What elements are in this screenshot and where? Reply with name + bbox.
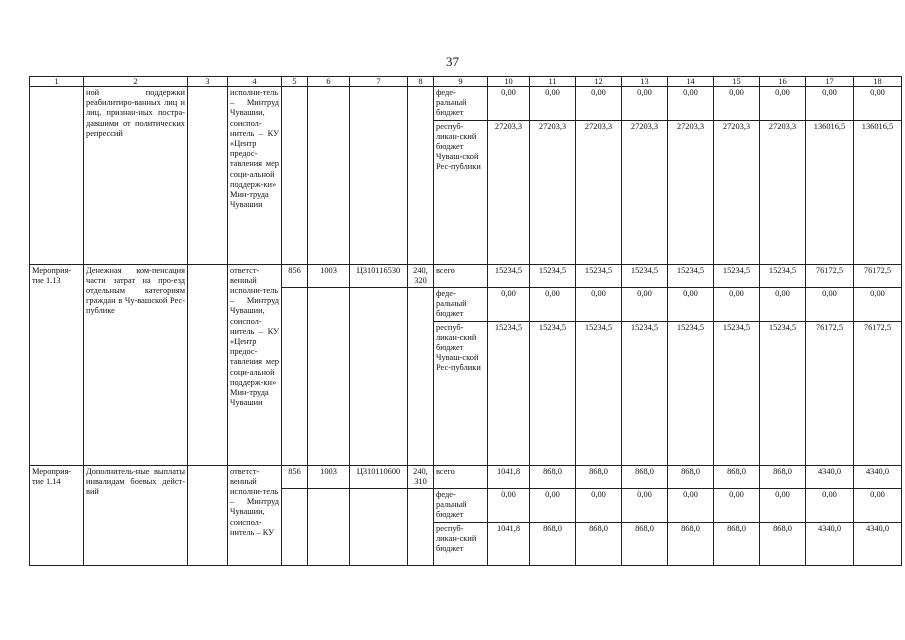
value-cell: 27203,3 <box>714 120 760 264</box>
header-cell: 3 <box>188 77 228 87</box>
section-cell <box>308 489 350 566</box>
value-cell: 15234,5 <box>622 321 668 465</box>
value-cell: 868,0 <box>760 522 806 565</box>
value-cell: 27203,3 <box>760 120 806 264</box>
value-cell: 0,00 <box>576 87 622 121</box>
value-cell: 15234,5 <box>714 264 760 287</box>
value-cell: 0,00 <box>760 489 806 523</box>
section-cell <box>308 288 350 466</box>
value-cell: 76172,5 <box>806 264 854 287</box>
executor-cell: ответст-венный исполни-тель – Минтруд Чувашии, соиспол-нитель – КУ <box>228 465 282 565</box>
expense-type-cell <box>408 288 434 466</box>
budget-table <box>29 76 902 566</box>
target-article-cell: Ц310110600 <box>350 465 408 488</box>
value-cell: 0,00 <box>806 489 854 523</box>
value-cell: 0,00 <box>530 489 576 523</box>
value-cell: 0,00 <box>488 489 530 523</box>
funding-source-cell: феде-ральный бюджет <box>434 489 488 523</box>
grbs-cell <box>282 87 308 265</box>
value-cell: 27203,3 <box>622 120 668 264</box>
value-cell: 0,00 <box>668 288 714 322</box>
executor-cell: ответст-венный исполни-тель – Минтруд Чувашии, соиспол-нитель – КУ «Центр предос-тавления мер соци-альной поддерж-ки» Мин-труда Чувашии <box>228 264 282 465</box>
header-cell: 16 <box>760 77 806 87</box>
header-cell: 8 <box>408 77 434 87</box>
header-cell: 17 <box>806 77 854 87</box>
value-cell: 15234,5 <box>622 264 668 287</box>
value-cell: 868,0 <box>576 465 622 488</box>
value-cell: 4340,0 <box>806 465 854 488</box>
expense-type-cell: 240, 310 <box>408 465 434 488</box>
value-cell: 27203,3 <box>668 120 714 264</box>
event-name-cell: Денежная ком-пенсация части затрат на про-езд отдельным категориям граждан в Чу-вашской Рес-публике <box>84 264 188 465</box>
value-cell: 76172,5 <box>854 264 902 287</box>
table-row <box>30 465 902 488</box>
executor-cell: исполни-тель – Минтруд Чувашии, соиспол-нитель – КУ «Центр предос-тавления мер соци-альной поддерж-ки» Мин-труда Чувашии <box>228 87 282 265</box>
header-cell: 2 <box>84 77 188 87</box>
header-cell: 11 <box>530 77 576 87</box>
value-cell: 868,0 <box>668 465 714 488</box>
value-cell: 0,00 <box>622 87 668 121</box>
status-cell <box>188 87 228 265</box>
value-cell: 4340,0 <box>854 465 902 488</box>
event-code-cell: Мероприя-тие 1.13 <box>30 264 84 465</box>
value-cell: 27203,3 <box>530 120 576 264</box>
value-cell: 136016,5 <box>806 120 854 264</box>
value-cell: 868,0 <box>530 465 576 488</box>
value-cell: 0,00 <box>714 288 760 322</box>
header-cell: 15 <box>714 77 760 87</box>
header-cell: 9 <box>434 77 488 87</box>
funding-source-cell: респуб-ликан-ский бюджет Чуваш-ской Рес-публики <box>434 120 488 264</box>
value-cell: 15234,5 <box>760 264 806 287</box>
expense-type-cell <box>408 87 434 265</box>
event-name-cell: ной поддержки реабилитиро-ванных лиц и лиц, признан-ных постра-давшими от политических репрессий <box>84 87 188 265</box>
value-cell: 15234,5 <box>530 321 576 465</box>
value-cell: 868,0 <box>714 522 760 565</box>
funding-source-cell: феде-ральный бюджет <box>434 288 488 322</box>
funding-source-cell: всего <box>434 264 488 287</box>
value-cell: 0,00 <box>530 87 576 121</box>
value-cell: 76172,5 <box>854 321 902 465</box>
value-cell: 4340,0 <box>806 522 854 565</box>
header-cell: 12 <box>576 77 622 87</box>
value-cell: 0,00 <box>760 288 806 322</box>
event-code-cell: Мероприя-тие 1.14 <box>30 465 84 565</box>
value-cell: 868,0 <box>714 465 760 488</box>
value-cell: 15234,5 <box>530 264 576 287</box>
header-cell: 1 <box>30 77 84 87</box>
table-row <box>30 264 902 287</box>
value-cell: 0,00 <box>806 87 854 121</box>
value-cell: 0,00 <box>488 288 530 322</box>
value-cell: 76172,5 <box>806 321 854 465</box>
header-cell: 14 <box>668 77 714 87</box>
value-cell: 868,0 <box>622 522 668 565</box>
value-cell: 0,00 <box>806 288 854 322</box>
target-article-cell <box>350 288 408 466</box>
page-number: 37 <box>446 54 459 69</box>
value-cell: 4340,0 <box>854 522 902 565</box>
value-cell: 868,0 <box>530 522 576 565</box>
target-article-cell <box>350 87 408 265</box>
value-cell: 15234,5 <box>488 264 530 287</box>
header-cell: 10 <box>488 77 530 87</box>
section-cell: 1003 <box>308 264 350 287</box>
header-cell: 18 <box>854 77 902 87</box>
event-name-cell: Дополнитель-ные выплаты инвалидам боевых дейст-вий <box>84 465 188 565</box>
status-cell <box>188 264 228 465</box>
value-cell: 0,00 <box>622 288 668 322</box>
value-cell: 868,0 <box>760 465 806 488</box>
funding-source-cell: феде-ральный бюджет <box>434 87 488 121</box>
header-cell: 5 <box>282 77 308 87</box>
value-cell: 15234,5 <box>760 321 806 465</box>
table-row <box>30 87 902 121</box>
header-cell: 7 <box>350 77 408 87</box>
value-cell: 27203,3 <box>576 120 622 264</box>
value-cell: 0,00 <box>622 489 668 523</box>
expense-type-cell: 240, 320 <box>408 264 434 287</box>
value-cell: 1041,8 <box>488 465 530 488</box>
value-cell: 0,00 <box>668 489 714 523</box>
value-cell: 15234,5 <box>668 264 714 287</box>
grbs-cell <box>282 489 308 566</box>
value-cell: 136016,5 <box>854 120 902 264</box>
funding-source-cell: респуб-ликан-ский бюджет <box>434 522 488 565</box>
value-cell: 868,0 <box>622 465 668 488</box>
section-cell: 1003 <box>308 465 350 488</box>
grbs-cell <box>282 288 308 466</box>
status-cell <box>188 465 228 565</box>
value-cell: 868,0 <box>576 522 622 565</box>
value-cell: 0,00 <box>488 87 530 121</box>
value-cell: 15234,5 <box>576 264 622 287</box>
expense-type-cell <box>408 489 434 566</box>
column-number-row <box>30 77 902 87</box>
value-cell: 0,00 <box>576 288 622 322</box>
value-cell: 0,00 <box>854 87 902 121</box>
value-cell: 0,00 <box>530 288 576 322</box>
value-cell: 0,00 <box>576 489 622 523</box>
value-cell: 27203,3 <box>488 120 530 264</box>
value-cell: 0,00 <box>854 288 902 322</box>
funding-source-cell: респуб-ликан-ский бюджет Чуваш-ской Рес-публики <box>434 321 488 465</box>
value-cell: 15234,5 <box>714 321 760 465</box>
value-cell: 0,00 <box>714 87 760 121</box>
grbs-cell: 856 <box>282 465 308 488</box>
funding-source-cell: всего <box>434 465 488 488</box>
header-cell: 13 <box>622 77 668 87</box>
value-cell: 868,0 <box>668 522 714 565</box>
value-cell: 0,00 <box>668 87 714 121</box>
value-cell: 0,00 <box>854 489 902 523</box>
value-cell: 15234,5 <box>576 321 622 465</box>
header-cell: 4 <box>228 77 282 87</box>
value-cell: 1041,8 <box>488 522 530 565</box>
event-code-cell <box>30 87 84 265</box>
value-cell: 15234,5 <box>668 321 714 465</box>
grbs-cell: 856 <box>282 264 308 287</box>
header-cell: 6 <box>308 77 350 87</box>
value-cell: 0,00 <box>714 489 760 523</box>
value-cell: 15234,5 <box>488 321 530 465</box>
value-cell: 0,00 <box>760 87 806 121</box>
section-cell <box>308 87 350 265</box>
target-article-cell <box>350 489 408 566</box>
target-article-cell: Ц310116530 <box>350 264 408 287</box>
